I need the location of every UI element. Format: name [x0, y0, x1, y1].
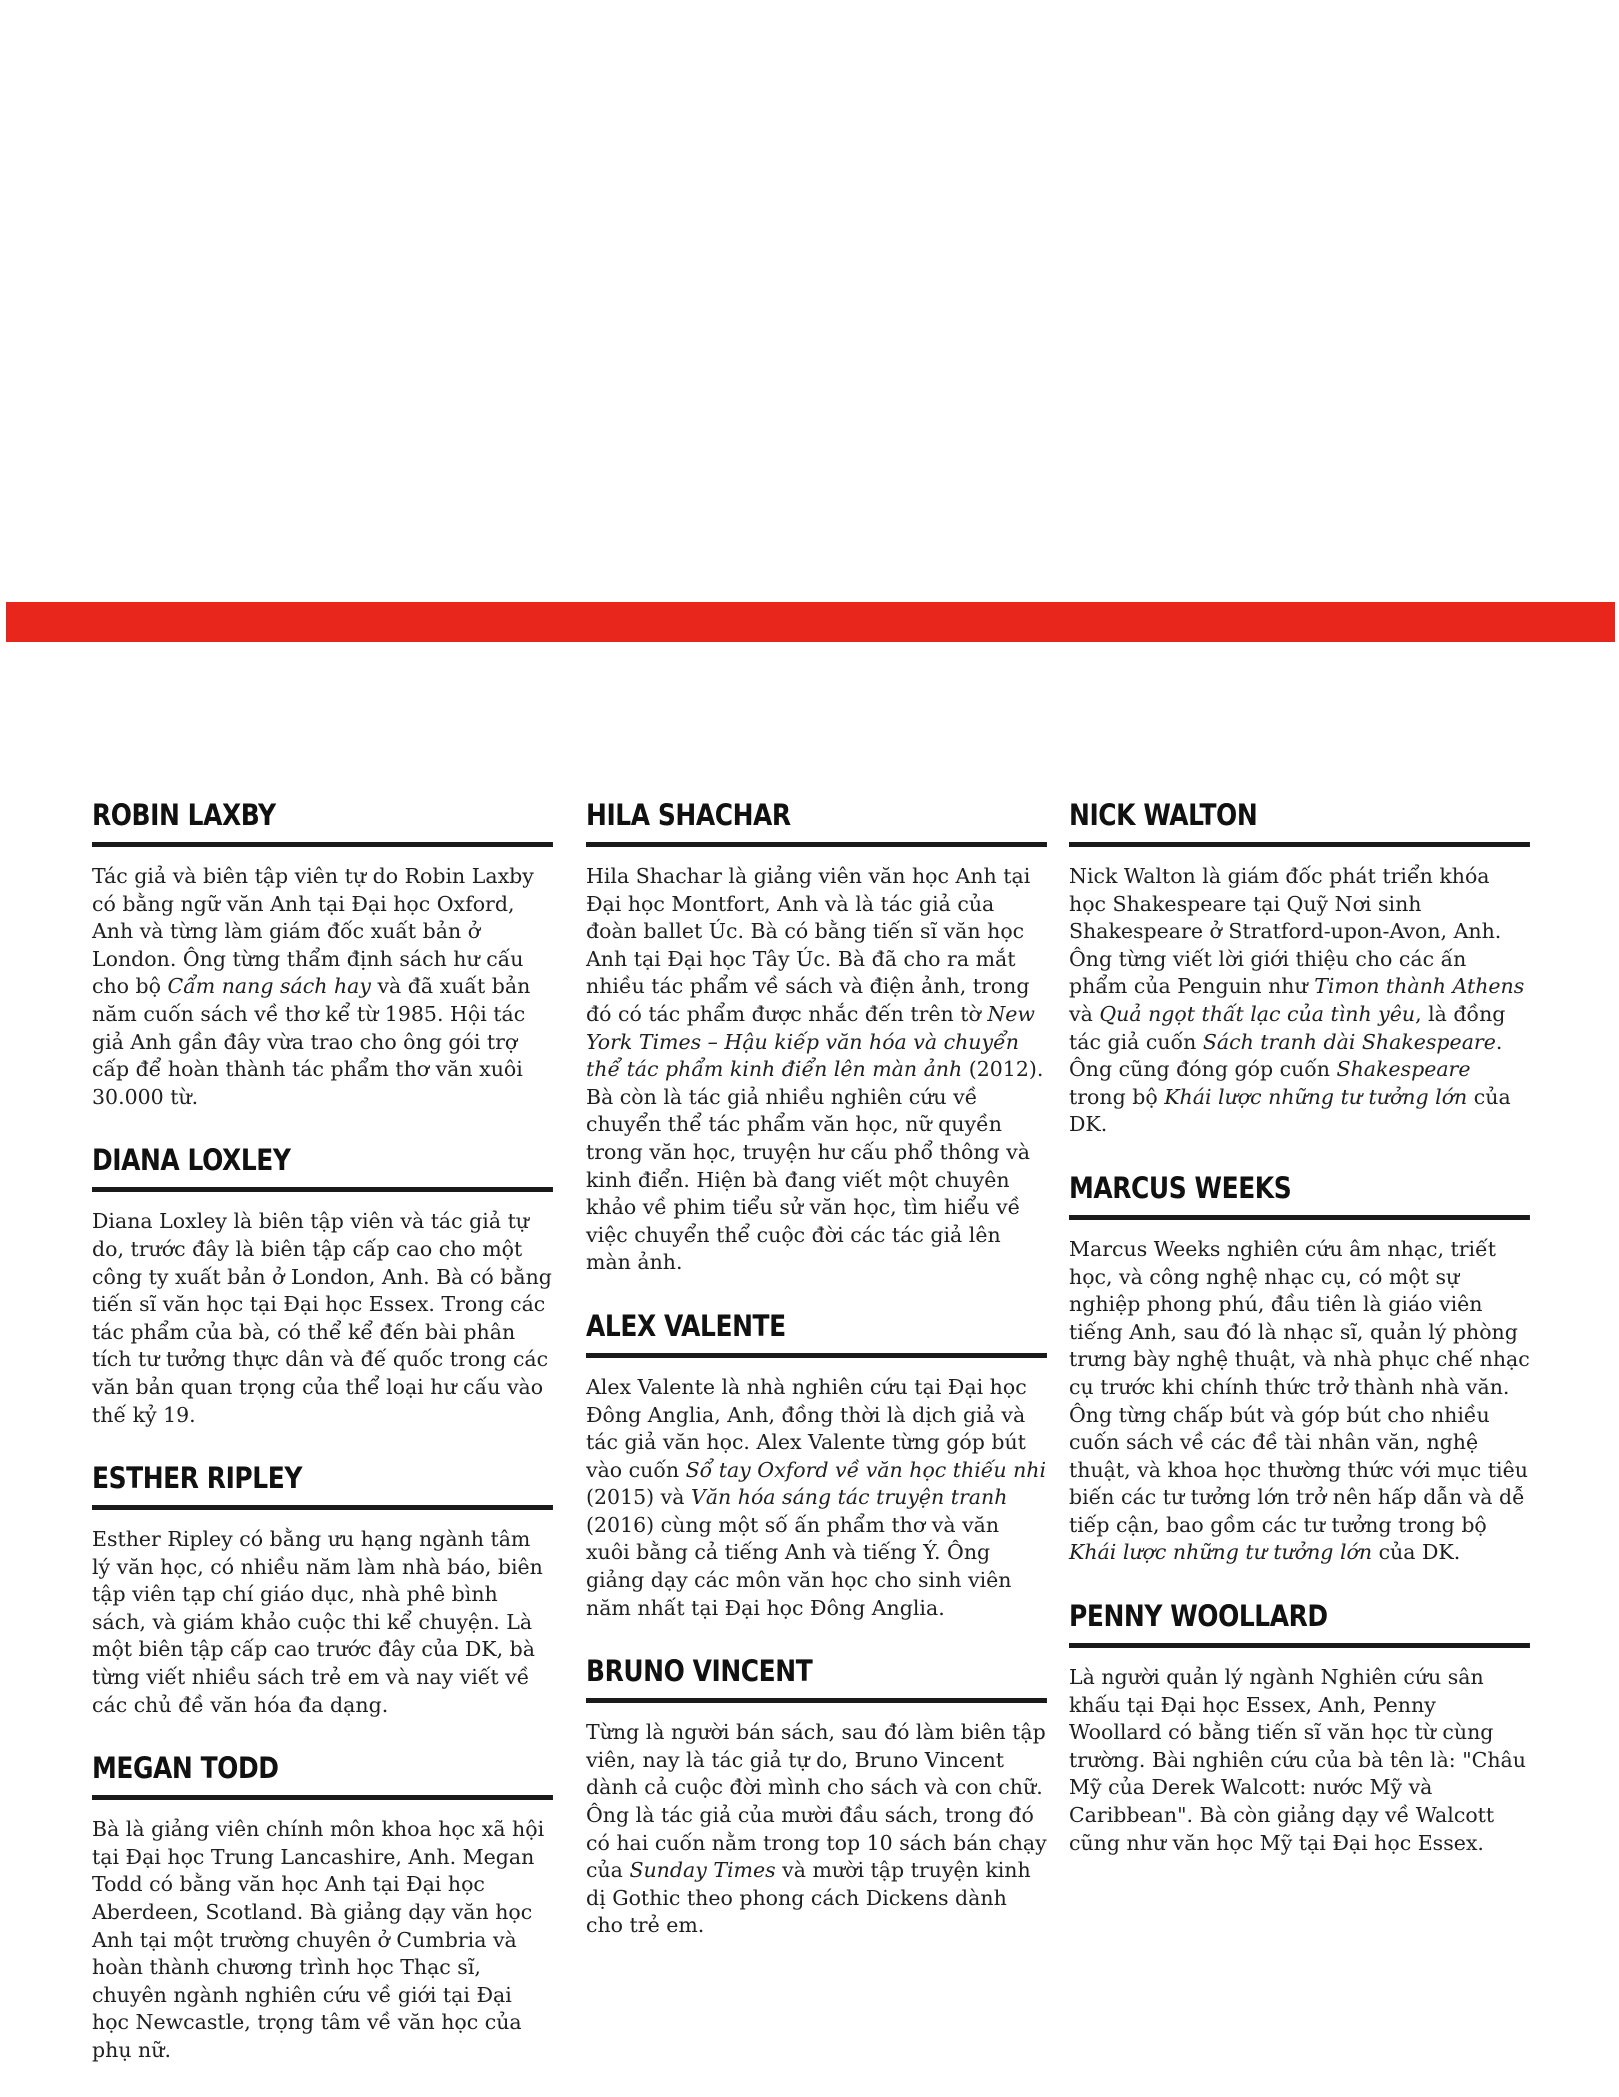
- bio-text: Nick Walton là giám đốc phát triển khóa học Shakespeare tại Quỹ Nơi sinh Shakespeare ở Stratford-upon-Avon, Anh. Ông từng viết lời giới thiệu cho các ấn phẩm của Penguin như: [1069, 864, 1502, 999]
- italic-title-text: Timon thành Athens: [1314, 974, 1525, 999]
- contributor-bio: [1069, 863, 1531, 1139]
- contributor-name: BRUNO VINCENT: [586, 1654, 1047, 1703]
- bio-alex-valente: [586, 1309, 1048, 1622]
- bio-text: Bà là giảng viên chính môn khoa học xã hội tại Đại học Trung Lancashire, Anh. Megan Todd có bằng văn học Anh tại Đại học Aberdeen, Scotland. Bà giảng dạy văn học Anh tại một trường chuyên ở Cumbria và hoàn thành chương trình học Thạc sĩ, chuyên ngành nghiên cứu về giới tại Đại học Newcastle, trọng tâm về văn học của phụ nữ.: [92, 1817, 545, 2062]
- bio-text: (2012). Bà còn là tác giả nhiều nghiên cứu về chuyển thể tác phẩm văn học, nữ quyền trong văn học, truyện hư cấu phổ thông và kinh điển. Hiện bà đang viết một chuyên khảo về phim tiểu sử văn học, tìm hiểu về việc chuyển thể cuộc đời các tác giả lên màn ảnh.: [586, 1057, 1044, 1275]
- bio-text: Hila Shachar là giảng viên văn học Anh tại Đại học Montfort, Anh và là tác giả của đoàn ballet Úc. Bà có bằng tiến sĩ văn học Anh tại Đại học Tây Úc. Bà đã cho ra mắt nhiều tác phẩm về sách và điện ảnh, trong đó có tác phẩm được nhắc đến trên tờ: [586, 864, 1031, 1026]
- contributor-bio: [92, 1816, 554, 2064]
- bio-penny-woollard: [1069, 1599, 1531, 1857]
- italic-title-text: Văn hóa sáng tác truyện tranh: [691, 1485, 1008, 1510]
- contributor-bio: [1069, 1236, 1531, 1567]
- italic-title-text: Shakespeare: [1336, 1057, 1471, 1082]
- contributor-name: MARCUS WEEKS: [1069, 1171, 1530, 1220]
- bio-text: Alex Valente là nhà nghiên cứu tại Đại học Đông Anglia, Anh, đồng thời là dịch giả và tác giả văn học. Alex Valente từng góp bút vào cuốn: [586, 1374, 1027, 1482]
- bio-text: Esther Ripley có bằng ưu hạng ngành tâm lý văn học, có nhiều năm làm nhà báo, biên tập viên tạp chí giáo dục, nhà phê bình sách, và giám khảo cuộc thi kể chuyện. Là một biên tập cấp cao trước đây của DK, bà từng viết nhiều sách trẻ em và nay viết về các chủ đề văn hóa đa dạng.: [92, 1527, 543, 1717]
- bio-text: (2015) và: [586, 1485, 692, 1510]
- bio-robin-laxby: [92, 798, 554, 1111]
- bio-marcus-weeks: [1069, 1171, 1531, 1567]
- bio-text: Từng là người bán sách, sau đó làm biên tập viên, nay là tác giả tự do, Bruno Vincent dành cả cuộc đời mình cho sách và con chữ. Ông là tác giả của mười đầu sách, trong đó có hai cuốn nằm trong top 10 sách bán chạy của: [586, 1720, 1047, 1883]
- contributor-bio: [586, 1374, 1048, 1622]
- italic-title-text: Sổ tay Oxford về văn học thiếu nhi: [685, 1457, 1047, 1482]
- bio-bruno-vincent: [586, 1654, 1048, 1940]
- bio-nick-walton: [1069, 798, 1531, 1139]
- bio-diana-loxley: [92, 1143, 554, 1429]
- bio-text: , là đồng tác giả cuốn: [1069, 1001, 1506, 1054]
- contributor-bio: [92, 1526, 554, 1719]
- contributor-name: NICK WALTON: [1069, 798, 1530, 847]
- column-3: [1069, 798, 1531, 1889]
- column-1: [92, 798, 554, 2097]
- contributor-name: ESTHER RIPLEY: [92, 1461, 553, 1510]
- contributor-name: HILA SHACHAR: [586, 798, 1047, 847]
- bio-text: Là người quản lý ngành Nghiên cứu sân khấu tại Đại học Essex, Anh, Penny Woollard có bằng tiến sĩ văn học từ cùng trường. Bài nghiên cứu của bà tên là: "Châu Mỹ của Derek Walcott: nước Mỹ và Caribbean". Bà còn giảng dạy về Walcott cũng như văn học Mỹ tại Đại học Essex.: [1069, 1665, 1526, 1855]
- contributor-name: DIANA LOXLEY: [92, 1143, 553, 1192]
- italic-title-text: Khái lược những tư tưởng lớn: [1069, 1540, 1373, 1565]
- bio-text: và mười tập truyện kinh dị Gothic theo phong cách Dickens dành cho trẻ em.: [586, 1858, 1031, 1938]
- bio-text: và: [1069, 1001, 1100, 1026]
- bio-text: của DK.: [1372, 1540, 1461, 1565]
- italic-title-text: New York Times – Hậu kiếp văn hóa và chuyển thể tác phẩm kinh điển lên màn ảnh: [586, 1001, 1035, 1082]
- italic-title-text: Sunday Times: [629, 1858, 776, 1883]
- red-accent-band: [6, 602, 1615, 642]
- contributor-name: PENNY WOOLLARD: [1069, 1599, 1530, 1648]
- contributor-name: ALEX VALENTE: [586, 1309, 1047, 1358]
- bio-text: và đã xuất bản năm cuốn sách về thơ kể từ 1985. Hội tác giả Anh gần đây vừa trao cho ông gói trợ cấp để hoàn thành tác phẩm thơ văn xuôi 30.000 từ.: [92, 974, 531, 1109]
- bio-text: của DK.: [1069, 1084, 1511, 1137]
- contributor-bio: [92, 863, 554, 1111]
- bio-text: (2016) cùng một số ấn phẩm thơ và văn xuôi bằng cả tiếng Anh và tiếng Ý. Ông giảng dạy các môn văn học cho sinh viên năm nhất tại Đại học Đông Anglia.: [586, 1512, 1012, 1620]
- italic-title-text: Quả ngọt thất lạc của tình yêu: [1099, 1001, 1416, 1026]
- bio-text: Marcus Weeks nghiên cứu âm nhạc, triết học, và công nghệ nhạc cụ, có một sự nghiệp phong phú, đầu tiên là giáo viên tiếng Anh, sau đó là nhạc sĩ, quản lý phòng trưng bày nghệ thuật, và nhà phục chế nhạc cụ trước khi chính thức trở thành nhà văn. Ông từng chấp bút và góp bút cho nhiều cuốn sách về các đề tài nhân văn, nghệ thuật, và khoa học thường thức với mục tiêu biến các tư tưởng lớn trở nên hấp dẫn và dễ tiếp cận, bao gồm các tư tưởng trong bộ: [1069, 1236, 1530, 1537]
- bio-megan-todd: [92, 1751, 554, 2064]
- contributor-bio: [1069, 1664, 1531, 1857]
- bio-text: Tác giả và biên tập viên tự do Robin Laxby có bằng ngữ văn Anh tại Đại học Oxford, Anh và từng làm giám đốc xuất bản ở London. Ông từng thẩm định sách hư cấu cho bộ: [92, 864, 534, 999]
- bio-text: Diana Loxley là biên tập viên và tác giả tự do, trước đây là biên tập cấp cao cho một công ty xuất bản ở London, Anh. Bà có bằng tiến sĩ văn học tại Đại học Essex. Trong các tác phẩm của bà, có thể kể đến bài phân tích tư tưởng thực dân và đế quốc trong các văn bản quan trọng của thể loại hư cấu vào thế kỷ 19.: [92, 1209, 552, 1427]
- italic-title-text: Sách tranh dài Shakespeare: [1202, 1029, 1496, 1054]
- bio-text: . Ông cũng đóng góp cuốn: [1069, 1029, 1503, 1082]
- italic-title-text: Khái lược những tư tưởng lớn: [1164, 1084, 1468, 1109]
- contributor-name: ROBIN LAXBY: [92, 798, 553, 847]
- contributor-bio: [586, 1719, 1048, 1940]
- italic-title-text: Cẩm nang sách hay: [167, 974, 371, 999]
- bio-esther-ripley: [92, 1461, 554, 1719]
- bio-hila-shachar: [586, 798, 1048, 1277]
- contributor-bio: [586, 863, 1048, 1277]
- bio-text: trong bộ: [1069, 1084, 1165, 1109]
- contributor-name: MEGAN TODD: [92, 1751, 553, 1800]
- contributor-bio: [92, 1208, 554, 1429]
- column-2: [586, 798, 1048, 1972]
